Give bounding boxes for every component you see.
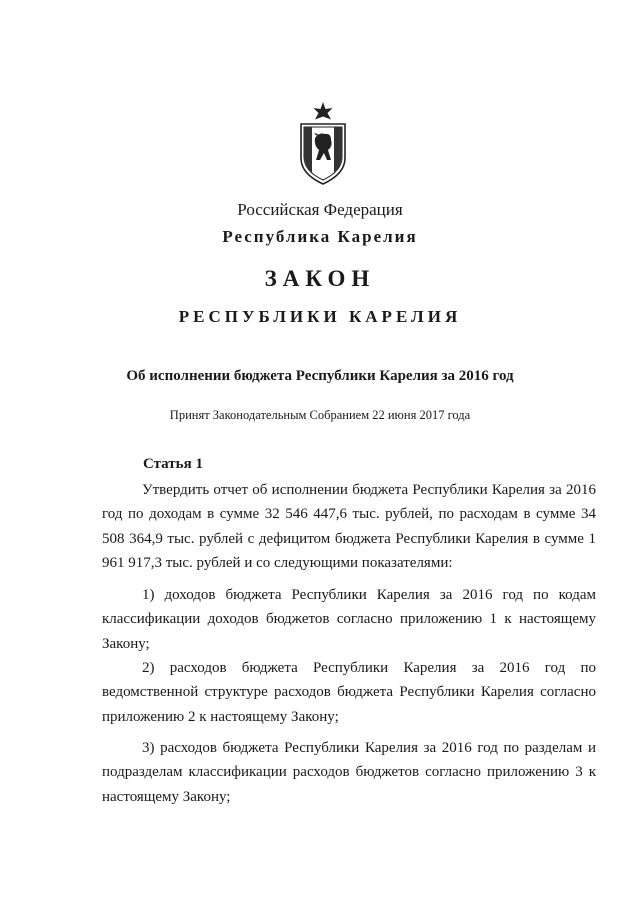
article-list-item: 1) доходов бюджета Республики Карелия за 2016 год по кодам классификации доходов бюджетов согласно приложению 1 к настоящему Закону;: [102, 587, 596, 652]
law-subtitle: РЕСПУБЛИКИ КАРЕЛИЯ: [178, 307, 462, 326]
article-intro-paragraph: Утвердить отчет об исполнении бюджета Республики Карелия за 2016 год по доходам в сумме 32 546 447,6 тыс. рублей, по расходам в сумме 34 508 364,9 тыс. рублей с дефицитом бюджета Республики Карелия в сумме 1 961 917,3 тыс. рублей и со следующими показателями:: [102, 482, 596, 572]
article-list-item: 3) расходов бюджета Республики Карелия за 2016 год по разделам и подразделам классификации расходов бюджетов согласно приложению 3 к настоящему Закону;: [102, 740, 596, 805]
adoption-note: Принят Законодательным Собранием 22 июня 2017 года: [169, 408, 471, 422]
karelia-coat-of-arms-icon: [295, 100, 351, 186]
document-title: Об исполнении бюджета Республики Карелия за 2016 год: [126, 368, 514, 384]
article-list-item: 2) расходов бюджета Республики Карелия за 2016 год по ведомственной структуре расходов бюджета Республики Карелия согласно приложению 2 к настоящему Закону;: [102, 660, 596, 725]
article-heading: Статья 1: [143, 456, 203, 472]
emblem-star: [314, 102, 333, 120]
country-name: Российская Федерация: [237, 200, 403, 219]
law-title: ЗАКОН: [264, 266, 376, 291]
republic-name: Республика Карелия: [222, 227, 418, 246]
